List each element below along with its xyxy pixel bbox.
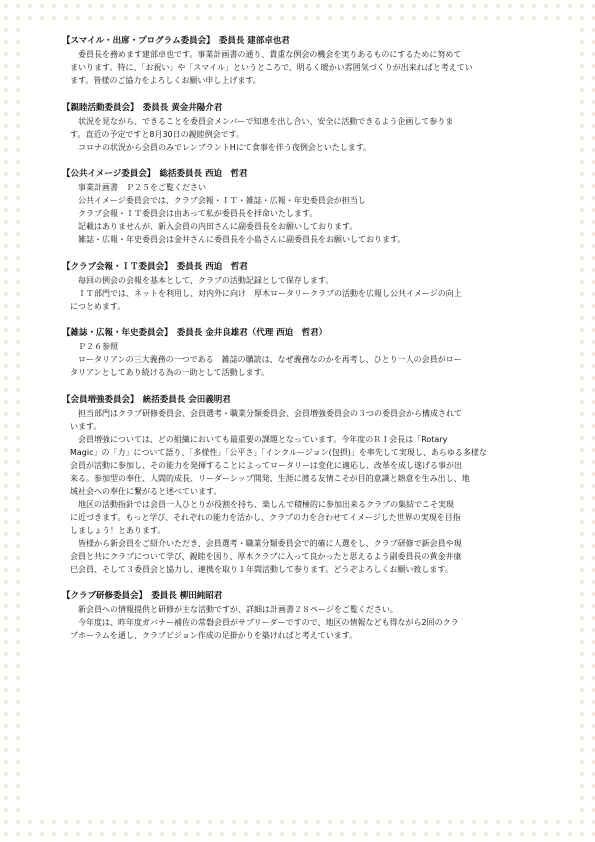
- section-paragraph: 担当部門はクラブ研修委員会、会員選考・職業分類委員会、会員増強委員会の３つの委員会から構成されて います。: [69, 408, 462, 431]
- section-magazine-pr-history: [62, 327, 537, 379]
- section-paragraph: 記載はありませんが、新入会員の内田さんに副委員長をお願いしております。: [62, 222, 358, 231]
- section-heading: 【親睦活動委員会】 委員長 黄金井陽介君: [62, 102, 223, 113]
- section-smile-attendance-program: [62, 35, 537, 87]
- section-paragraph: クラブ会報・ＩＴ委員会は由あって私が委員長を拝命いたします。: [62, 209, 318, 218]
- document-page: [22, 22, 573, 820]
- section-public-image: [62, 168, 537, 246]
- section-fellowship: [62, 102, 537, 154]
- section-heading: 【雑誌・広報・年史委員会】 委員長 金井良雄君（代理 西迫 哲君）: [62, 328, 328, 338]
- document-content: [62, 35, 537, 657]
- section-paragraph: Ｐ２６参照: [62, 342, 118, 351]
- section-paragraph: 公共イメージ委員会では、クラブ会報・ＩＴ・雑誌・広報・年史委員会が担当し: [62, 196, 366, 205]
- section-bulletin-it: [62, 261, 537, 313]
- section-paragraph: 事業計画書 Ｐ２５をご覧ください: [62, 183, 206, 192]
- section-heading: 【スマイル・出席・プログラム委員会】 委員長 建部卓也君: [62, 36, 290, 46]
- section-paragraph: 状況を見ながら、できることを委員会メンバーで知恵を出し合い、安全に活動できるよう企画して参りま す。直近の予定ですと8月30日の親睦例会です。: [69, 116, 454, 139]
- section-heading: 【公共イメージ委員会】 総括委員長 西迫 哲君: [62, 169, 248, 179]
- section-paragraph: ロータリアンの三大義務の一つである 雑誌の購読は、なぜ義務なのかを再考し、ひとり一人の会員がロー タリアンとしてあり続ける為の一助として活動します。: [69, 355, 462, 377]
- section-club-training: [62, 590, 537, 642]
- section-heading: 【クラブ会報・ＩＴ委員会】 委員長 西迫 哲君: [62, 261, 248, 272]
- section-paragraph: 会員増強については、どの組織においても最重要の課題となっています。今年度のＲＩ会長は「Rotary Magic」の「力」について語り、「多様性」「公平さ」「インクルージョン(包摂)」を率先して実現し、あらゆる多様な 会員が活動に参加し、その能力を発揮することによってロータリーは変化に適応し、改革を成し遂げる事が出 来る。参加型の奉仕、人間的成長、リーダーシップ開発、生涯に渡る友情こそが目的意識と熱意を生み出し、地 域社会への奉仕に繋がると述べています。: [69, 434, 487, 496]
- section-heading: 【クラブ研修委員会】 委員長 柳田純昭君: [62, 591, 223, 601]
- section-paragraph: ＩＴ部門では、ネットを利用し、対内外に向け 厚木ロータリークラブの活動を広報し公共イメージの向上 につとめます。: [69, 288, 462, 311]
- section-membership-growth: [62, 394, 537, 576]
- section-paragraph: 今年度は、昨年度ガバナー補佐の常磐会員がサプリーダーですので、地区の情報なども得ながら2回のクラ ブホーラムを通し、クラブビジョン作成の足掛かりを築ければと考えています。: [69, 618, 459, 640]
- section-paragraph: 新会員への情報提供と研修が主な活動ですが、詳細は計画書２８ページをご覧ください。: [62, 605, 398, 614]
- section-heading: 【会員増強委員会】 統括委員長 会田義明君: [62, 394, 231, 405]
- section-paragraph: 委員長を務めます建部卓也です。事業計画書の通り、貴重な例会の機会を実りあるものにするために努めて まいります。特に、「お祝い」や「スマイル」というところで、明るく暖かい雰囲気づくりが出来ればと考えてい ます。皆様のご協力をよろしくお願い申し上げます。: [69, 50, 473, 85]
- section-paragraph: コロナの状況から会員のみでレンブラントHにて食事を伴う夜例会といたします。: [62, 142, 372, 152]
- section-paragraph: 毎回の例会の会報を基本として、クラブの活動記録として保存します。: [62, 275, 334, 285]
- section-paragraph: 皆様から新会員をご紹介いただき、会員選考・職業分類委員会で的確に人選をし、クラブ研修で新会員や現 会員と共にクラブについて学び、親睦を図り、厚木クラブに入って良かったと思えるよう副委員長の黄金井康 巳会員、そして３委員会と協力し、連携を取り１年間活動して参ります。どうぞよろしくお願い致します。: [69, 538, 462, 574]
- section-paragraph: 雑誌・広報・年史委員会は金井さんに委員長を小島さんに副委員長をお願いしております。: [62, 235, 406, 244]
- section-paragraph: 地区の活動指針では会員一人ひとりが役割を持ち、楽しんで積極的に参加出来るクラブの集結でこそ実現 に近づきます。もっと学び、それぞれの能力を活かし、クラブの力を合わせてイメージした世界の実現を目指 しましょう！とあります。: [69, 499, 461, 535]
